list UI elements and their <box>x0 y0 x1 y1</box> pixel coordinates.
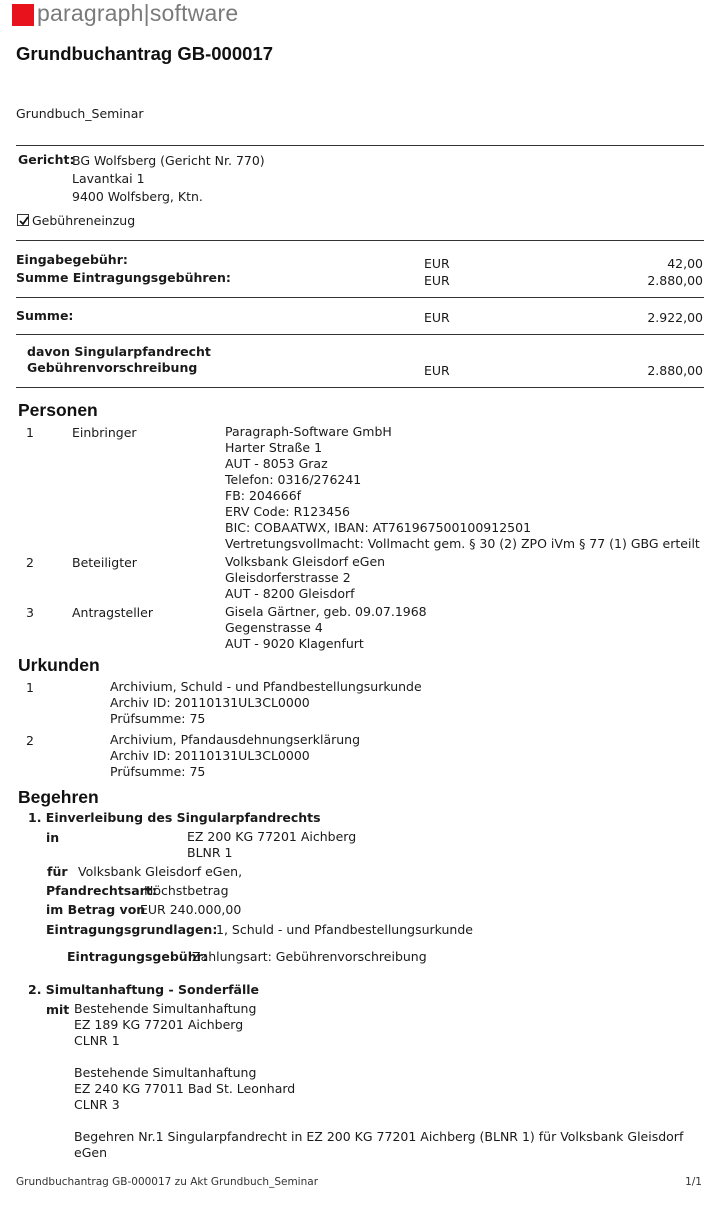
urkunde-2-nr: 2 <box>26 733 34 748</box>
fuer-value: Volksbank Gleisdorf eGen, <box>78 864 243 879</box>
divider <box>16 297 704 298</box>
davon-currency: EUR <box>424 363 450 378</box>
gericht-address: BG Wolfsberg (Gericht Nr. 770) Lavantkai 1 9400 Wolfsberg, Ktn. <box>72 153 265 204</box>
eingabegebuehr-currency: EUR <box>424 256 450 271</box>
simultan-block-1: Bestehende Simultanhaftung EZ 189 KG 77201 Aichberg CLNR 1 <box>74 1001 257 1048</box>
person-2-nr: 2 <box>26 555 34 570</box>
logo-text: paragraph|software <box>37 0 239 26</box>
divider <box>16 240 704 241</box>
footer-text: Grundbuchantrag GB-000017 zu Akt Grundbuch_Seminar <box>16 1176 319 1188</box>
person-1-details: Paragraph-Software GmbH Harter Straße 1 AUT - 8053 Graz Telefon: 0316/276241 FB: 204666f ERV Code: R123456 BIC: COBAATWX, IBAN: AT761967500100912501 Vertretungsvollmacht: Vollmacht gem. § 30 (2) ZPO iVm § 77 (1) GBG erteilt <box>225 424 700 551</box>
eintragungsgrundlagen-label: Eintragungsgrundlagen: <box>46 922 218 937</box>
summe-amount: 2.922,00 <box>647 310 703 325</box>
divider <box>16 387 704 388</box>
gebuehreneinzug-label: Gebühreneinzug <box>32 213 136 228</box>
pfandrechtsart-label: Pfandrechtsart: <box>46 883 157 898</box>
begehren-2-title: 2. Simultanhaftung - Sonderfälle <box>28 982 259 997</box>
simultan-block-2: Bestehende Simultanhaftung EZ 240 KG 77011 Bad St. Leonhard CLNR 3 <box>74 1065 296 1112</box>
simultan-block-3: Begehren Nr.1 Singularpfandrecht in EZ 200 KG 77201 Aichberg (BLNR 1) für Volksbank Gleisdorf eGen <box>74 1129 684 1160</box>
urkunde-2-details: Archivium, Pfandausdehnungserklärung Archiv ID: 20110131UL3CL0000 Prüfsumme: 75 <box>110 732 361 779</box>
fuer-label: für <box>47 864 68 879</box>
in-label: in <box>46 830 60 845</box>
urkunden-heading: Urkunden <box>18 655 100 675</box>
begehren-1-title: 1. Einverleibung des Singularpfandrechts <box>28 810 321 825</box>
urkunde-1-details: Archivium, Schuld - und Pfandbestellungsurkunde Archiv ID: 20110131UL3CL0000 Prüfsumme: 75 <box>110 679 422 726</box>
divider <box>16 145 704 146</box>
personen-heading: Personen <box>18 400 98 420</box>
eintragungsgebuehr-value: Zahlungsart: Gebührenvorschreibung <box>192 949 427 964</box>
eintragungsgrundlagen-value: 1, Schuld - und Pfandbestellungsurkunde <box>216 922 473 937</box>
betrag-label: im Betrag von <box>46 902 146 917</box>
logo-mark <box>12 4 34 26</box>
checkmark-icon <box>18 215 30 227</box>
page-title: Grundbuchantrag GB-000017 <box>16 43 274 64</box>
pfandrechtsart-value: Höchstbetrag <box>144 883 229 898</box>
eingabegebuehr-amount: 42,00 <box>667 256 703 271</box>
person-2-details: Volksbank Gleisdorf eGen Gleisdorferstrasse 2 AUT - 8200 Gleisdorf <box>225 554 386 601</box>
divider <box>16 334 704 335</box>
urkunde-1-nr: 1 <box>26 680 34 695</box>
akt-name: Grundbuch_Seminar <box>16 106 144 121</box>
mit-label: mit <box>46 1002 70 1017</box>
eingabegebuehr-label: Eingabegebühr: <box>16 252 128 267</box>
gebuehrenvorschreibung-label: Gebührenvorschreibung <box>27 360 198 375</box>
betrag-value: EUR 240.000,00 <box>140 902 242 917</box>
begehren-heading: Begehren <box>18 787 99 807</box>
davon-amount: 2.880,00 <box>647 363 703 378</box>
person-1-nr: 1 <box>26 425 34 440</box>
person-3-nr: 3 <box>26 605 34 620</box>
gebuehreneinzug-checkbox[interactable] <box>17 214 29 226</box>
summe-currency: EUR <box>424 310 450 325</box>
gericht-label: Gericht: <box>18 152 75 167</box>
in-value: EZ 200 KG 77201 Aichberg BLNR 1 <box>187 829 357 860</box>
eintragungsgebuehren-currency: EUR <box>424 273 450 288</box>
person-3-role: Antragsteller <box>72 605 153 620</box>
summe-label: Summe: <box>16 308 74 323</box>
person-2-role: Beteiligter <box>72 555 137 570</box>
person-1-role: Einbringer <box>72 425 137 440</box>
eintragungsgebuehr-label: Eintragungsgebühr: <box>67 949 208 964</box>
eintragungsgebuehren-amount: 2.880,00 <box>647 273 703 288</box>
eintragungsgebuehren-label: Summe Eintragungsgebühren: <box>16 270 231 285</box>
page-number: 1/1 <box>685 1176 702 1188</box>
person-3-details: Gisela Gärtner, geb. 09.07.1968 Gegenstrasse 4 AUT - 9020 Klagenfurt <box>225 604 427 651</box>
davon-label: davon Singularpfandrecht <box>27 344 211 359</box>
